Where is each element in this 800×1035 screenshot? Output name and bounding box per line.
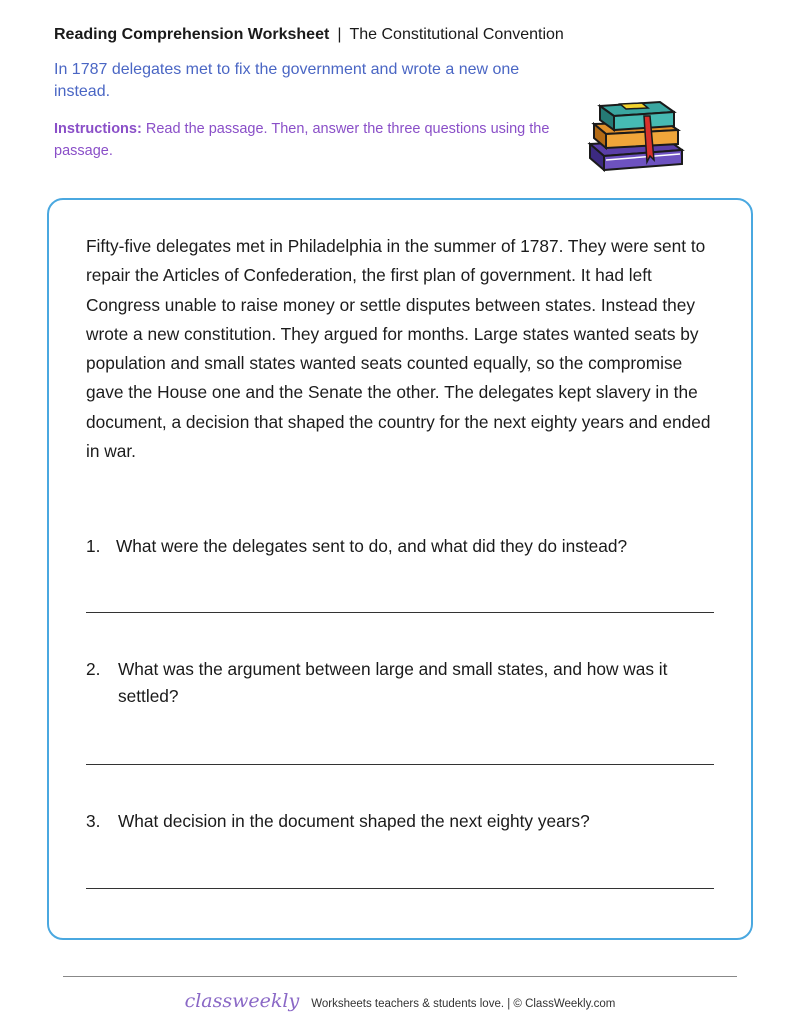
question-number: 3. xyxy=(86,811,101,831)
question-text: What were the delegates sent to do, and what did they do instead? xyxy=(116,536,628,556)
answer-line-1[interactable] xyxy=(86,612,714,613)
worksheet-subtitle: In 1787 delegates met to fix the government and wrote a new one instead. xyxy=(54,61,520,100)
worksheet-topic: The Constitutional Convention xyxy=(349,26,564,43)
question-2 xyxy=(86,656,716,710)
worksheet-header xyxy=(54,26,564,44)
brand-logo: classweekly xyxy=(184,990,300,1012)
question-3 xyxy=(86,808,716,835)
question-1 xyxy=(86,533,716,560)
stacked-books-icon xyxy=(584,98,688,180)
answer-line-3[interactable] xyxy=(86,888,714,889)
footer xyxy=(0,990,800,1012)
question-number: 2. xyxy=(86,659,101,679)
question-number: 1. xyxy=(86,536,101,556)
header-separator: | xyxy=(337,26,342,43)
reading-passage: Fifty-five delegates met in Philadelphia in the summer of 1787. They were sent to repair the Articles of Confederation, the first plan of government. It had left Congress unable to raise money or settle disputes between states. Instead they wrote a new constitution. They argued for months. Large states wanted seats by population and small states wanted seats counted equally, so the compromise gave the House one and the Senate the other. The delegates kept slavery in the document, a decision that shaped the country for the next eighty years and ended in war. xyxy=(86,236,711,462)
answer-line-2[interactable] xyxy=(86,764,714,765)
instructions xyxy=(54,118,564,162)
instructions-label: Instructions: xyxy=(54,121,142,137)
question-text: What was the argument between large and small states, and how was it settled? xyxy=(118,659,668,706)
instructions-text: Read the passage. Then, answer the three questions using the passage. xyxy=(54,121,550,159)
worksheet-title: Reading Comprehension Worksheet xyxy=(54,26,330,43)
question-text: What decision in the document shaped the next eighty years? xyxy=(118,811,590,831)
footer-divider xyxy=(63,976,737,977)
footer-tagline: Worksheets teachers & students love. | © ClassWeekly.com xyxy=(311,998,616,1010)
